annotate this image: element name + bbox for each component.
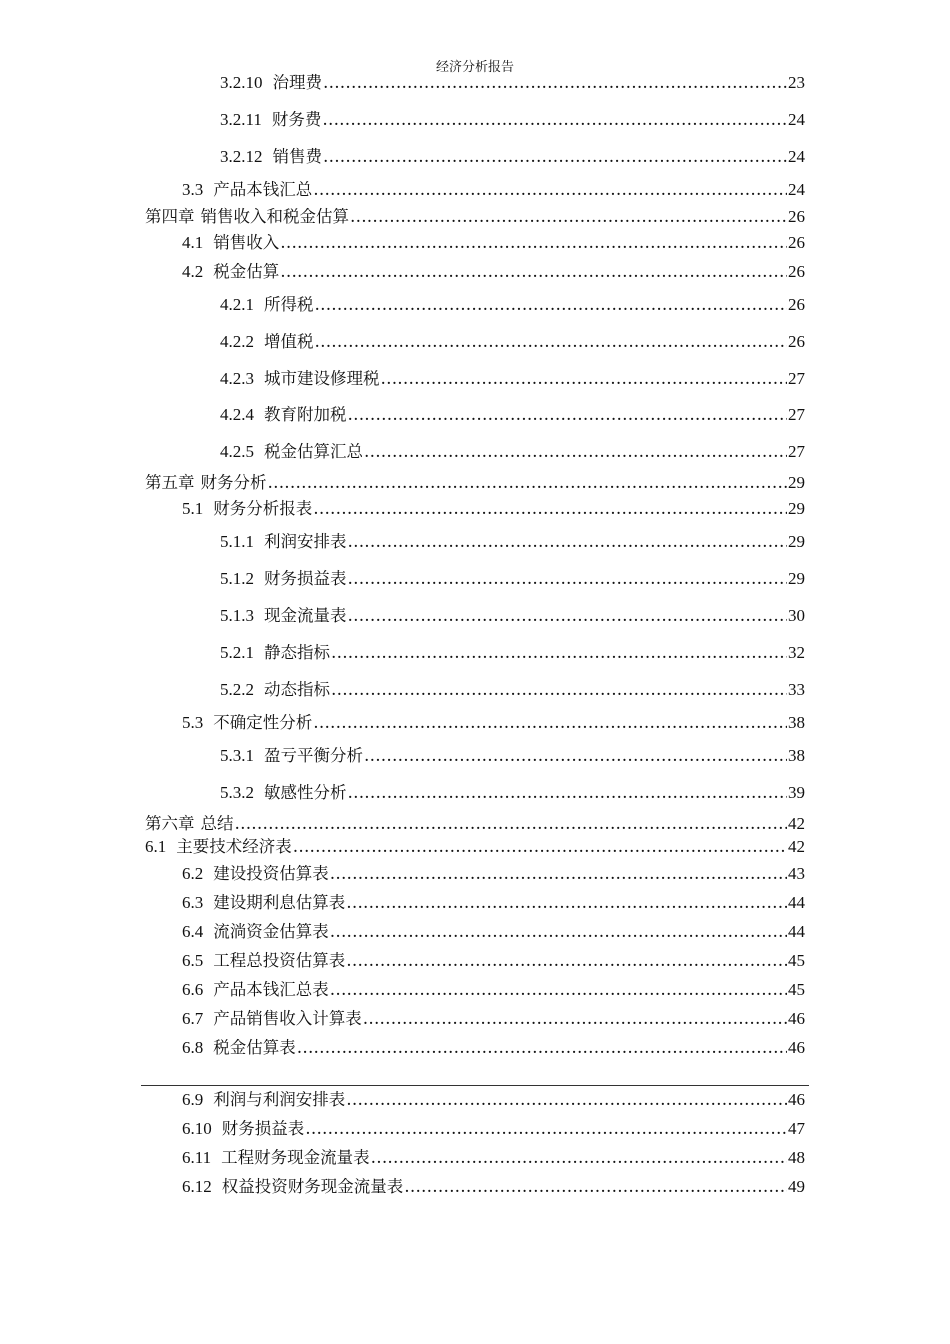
- toc-number: 3.2.11: [220, 110, 262, 129]
- toc-leader: [268, 472, 788, 494]
- toc-number: 5.1.2: [220, 569, 254, 588]
- toc-page-number: 29: [788, 473, 805, 492]
- toc-title: 销售收入和税金估算: [200, 207, 349, 226]
- toc-page-number: 24: [788, 110, 805, 129]
- toc-page-number: 46: [788, 1038, 805, 1057]
- toc-leader: [348, 568, 788, 590]
- toc-number: 4.1: [182, 233, 204, 252]
- toc-leader: [346, 950, 787, 972]
- toc-title: 建设期利息估算表: [213, 893, 346, 912]
- toc-entry[interactable]: [220, 109, 805, 131]
- toc-leader: [350, 206, 787, 228]
- toc-entry[interactable]: [220, 441, 805, 463]
- toc-page-number: 26: [788, 207, 805, 226]
- toc-number: 5.3: [182, 713, 204, 732]
- toc-leader: [348, 531, 788, 553]
- toc-number: 6.3: [182, 893, 204, 912]
- toc-number: 6.10: [182, 1119, 212, 1138]
- toc-page-number: 38: [788, 746, 805, 765]
- toc-title: 总结: [200, 814, 234, 833]
- toc-entry[interactable]: [182, 498, 805, 520]
- toc-number: 4.2.1: [220, 295, 254, 314]
- toc-entry[interactable]: [220, 331, 805, 353]
- page-header: 经济分析报告: [435, 60, 514, 75]
- toc-page-number: 45: [788, 980, 805, 999]
- toc-number: 6.7: [182, 1009, 204, 1028]
- toc-leader: [348, 605, 788, 627]
- toc-entry[interactable]: [220, 531, 805, 553]
- toc-title: 所得税: [264, 295, 314, 314]
- toc-leader: [313, 712, 787, 734]
- toc-page-number: 24: [788, 147, 805, 166]
- toc-number: 4.2: [182, 262, 204, 281]
- toc-leader: [313, 498, 787, 520]
- toc-title: 财务损益表: [264, 569, 347, 588]
- toc-leader: [330, 921, 787, 943]
- toc-leader: [297, 1037, 787, 1059]
- toc-chapter-number: 第五章: [145, 473, 195, 492]
- toc-entry[interactable]: [220, 642, 805, 664]
- toc-entry[interactable]: [220, 568, 805, 590]
- toc-title: 利润安排表: [264, 532, 347, 551]
- toc-page-number: 32: [788, 643, 805, 662]
- toc-leader: [323, 146, 787, 168]
- toc-title: 现金流量表: [264, 606, 347, 625]
- page-break-divider: [141, 1085, 809, 1086]
- toc-title: 产品销售收入计算表: [213, 1009, 362, 1028]
- toc-entry[interactable]: [182, 232, 805, 254]
- toc-entry[interactable]: [182, 979, 805, 1001]
- toc-entry[interactable]: [182, 712, 805, 734]
- toc-entry[interactable]: [182, 1176, 805, 1198]
- toc-leader: [348, 404, 788, 426]
- toc-page-number: 47: [788, 1119, 805, 1138]
- toc-number: 5.3.1: [220, 746, 254, 765]
- toc-title: 主要技术经济表: [176, 837, 292, 856]
- toc-entry[interactable]: [220, 605, 805, 627]
- toc-entry[interactable]: [220, 146, 805, 168]
- toc-entry[interactable]: [220, 294, 805, 316]
- toc-entry[interactable]: [220, 404, 805, 426]
- toc-chapter-number: 第六章: [145, 814, 195, 833]
- toc-number: 4.2.5: [220, 442, 254, 461]
- toc-number: 6.9: [182, 1090, 204, 1109]
- toc-title: 治理费: [272, 73, 322, 92]
- toc-page-number: 42: [788, 837, 805, 856]
- toc-page-number: 44: [788, 922, 805, 941]
- toc-page-number: 26: [788, 262, 805, 281]
- toc-number: 4.2.2: [220, 332, 254, 351]
- toc-entry[interactable]: [182, 1008, 805, 1030]
- toc-page-number: 29: [788, 499, 805, 518]
- toc-title: 产品本钱汇总表: [213, 980, 329, 999]
- toc-leader: [280, 232, 787, 254]
- toc-leader: [293, 836, 787, 858]
- toc-page-number: 38: [788, 713, 805, 732]
- toc-number: 6.2: [182, 864, 204, 883]
- toc-number: 6.4: [182, 922, 204, 941]
- toc-number: 5.3.2: [220, 783, 254, 802]
- toc-number: 3.2.12: [220, 147, 263, 166]
- toc-leader: [280, 261, 787, 283]
- toc-number: 5.1.3: [220, 606, 254, 625]
- toc-page-number: 48: [788, 1148, 805, 1167]
- toc-title: 财务费: [271, 110, 322, 129]
- toc-title: 教育附加税: [264, 405, 347, 424]
- toc-entry[interactable]: [182, 1118, 805, 1140]
- toc-title: 流淌资金估算表: [213, 922, 329, 941]
- toc-entry[interactable]: [182, 1089, 805, 1111]
- toc-page-number: 44: [788, 893, 805, 912]
- toc-title: 产品本钱汇总: [213, 180, 313, 199]
- toc-leader: [364, 441, 787, 463]
- toc-number: 5.1: [182, 499, 204, 518]
- toc-entry[interactable]: [182, 892, 805, 914]
- toc-number: 5.1.1: [220, 532, 254, 551]
- toc-page-number: 23: [788, 73, 805, 92]
- toc-title: 利润与利润安排表: [213, 1090, 346, 1109]
- toc-number: 6.8: [182, 1038, 204, 1057]
- toc-entry[interactable]: [182, 1147, 805, 1169]
- toc-title: 权益投资财务现金流量表: [221, 1177, 404, 1196]
- toc-leader: [364, 745, 787, 767]
- toc-entry[interactable]: [182, 261, 805, 283]
- toc-leader: [330, 979, 787, 1001]
- toc-entry[interactable]: [220, 782, 805, 804]
- toc-leader: [381, 368, 788, 390]
- toc-title: 增值税: [264, 332, 314, 351]
- toc-leader: [404, 1176, 787, 1198]
- toc-page-number: 27: [788, 405, 805, 424]
- toc-entry[interactable]: [182, 1037, 805, 1059]
- toc-page-number: 29: [788, 532, 805, 551]
- toc-leader: [346, 892, 787, 914]
- toc-entry[interactable]: [220, 368, 805, 390]
- toc-page-number: 46: [788, 1009, 805, 1028]
- toc-title: 建设投资估算表: [213, 864, 329, 883]
- toc-title: 销售费: [272, 147, 322, 166]
- toc-leader: [363, 1008, 787, 1030]
- toc-chapter-entry[interactable]: [145, 472, 805, 494]
- toc-page-number: 42: [788, 814, 805, 833]
- toc-title: 盈亏平衡分析: [264, 746, 363, 765]
- toc-number: 5.2.2: [220, 680, 254, 699]
- toc-number: 4.2.4: [220, 405, 254, 424]
- toc-title: 财务分析报表: [213, 499, 313, 518]
- toc-number: 6.5: [182, 951, 204, 970]
- toc-title: 财务分析: [200, 473, 267, 492]
- toc-entry[interactable]: [220, 72, 805, 94]
- toc-page-number: 29: [788, 569, 805, 588]
- toc-entry[interactable]: [182, 863, 805, 885]
- toc-number: 6.6: [182, 980, 204, 999]
- toc-title: 税金估算: [213, 262, 280, 281]
- toc-page-number: 26: [788, 332, 805, 351]
- toc-page-number: 27: [788, 369, 805, 388]
- toc-entry[interactable]: [182, 179, 805, 201]
- toc-title: 不确定性分析: [213, 713, 313, 732]
- toc-leader: [371, 1147, 787, 1169]
- toc-number: 5.2.1: [220, 643, 254, 662]
- toc-page-number: 26: [788, 295, 805, 314]
- toc-page-number: 46: [788, 1090, 805, 1109]
- toc-leader: [331, 679, 787, 701]
- toc-number: 3.3: [182, 180, 204, 199]
- toc-page-number: 24: [788, 180, 805, 199]
- toc-title: 工程财务现金流量表: [221, 1148, 370, 1167]
- toc-number: 6.1: [145, 837, 167, 856]
- toc-title: 税金估算表: [213, 1038, 296, 1057]
- toc-leader: [235, 813, 788, 835]
- toc-leader: [348, 782, 788, 804]
- toc-page-number: 43: [788, 864, 805, 883]
- toc-leader: [323, 72, 787, 94]
- toc-leader: [346, 1089, 787, 1111]
- toc-title: 税金估算汇总: [264, 442, 363, 461]
- toc-entry[interactable]: [220, 679, 805, 701]
- toc-page-number: 30: [788, 606, 805, 625]
- toc-leader: [331, 642, 787, 664]
- toc-chapter-entry[interactable]: [145, 206, 805, 228]
- toc-entry[interactable]: [182, 950, 805, 972]
- toc-title: 静态指标: [264, 643, 330, 662]
- toc-title: 敏感性分析: [264, 783, 347, 802]
- toc-page-number: 45: [788, 951, 805, 970]
- toc-number: 6.12: [182, 1177, 212, 1196]
- toc-leader: [330, 863, 787, 885]
- toc-number: 4.2.3: [220, 369, 254, 388]
- toc-title: 销售收入: [213, 233, 280, 252]
- toc-leader: [322, 109, 787, 131]
- toc-number: 3.2.10: [220, 73, 263, 92]
- toc-leader: [315, 331, 788, 353]
- toc-chapter-entry[interactable]: [145, 813, 805, 835]
- toc-number: 6.11: [182, 1148, 212, 1167]
- toc-title: 工程总投资估算表: [213, 951, 346, 970]
- toc-page-number: 33: [788, 680, 805, 699]
- toc-entry[interactable]: [220, 745, 805, 767]
- toc-chapter-number: 第四章: [145, 207, 195, 226]
- toc-page-number: 39: [788, 783, 805, 802]
- toc-title: 动态指标: [264, 680, 330, 699]
- toc-title: 城市建设修理税: [264, 369, 380, 388]
- toc-leader: [313, 179, 787, 201]
- toc-leader: [315, 294, 788, 316]
- toc-entry[interactable]: [182, 921, 805, 943]
- toc-title: 财务损益表: [221, 1119, 305, 1138]
- toc-entry[interactable]: [145, 836, 805, 858]
- toc-page-number: 26: [788, 233, 805, 252]
- toc-page-number: 49: [788, 1177, 805, 1196]
- toc-leader: [305, 1118, 787, 1140]
- toc-page-number: 27: [788, 442, 805, 461]
